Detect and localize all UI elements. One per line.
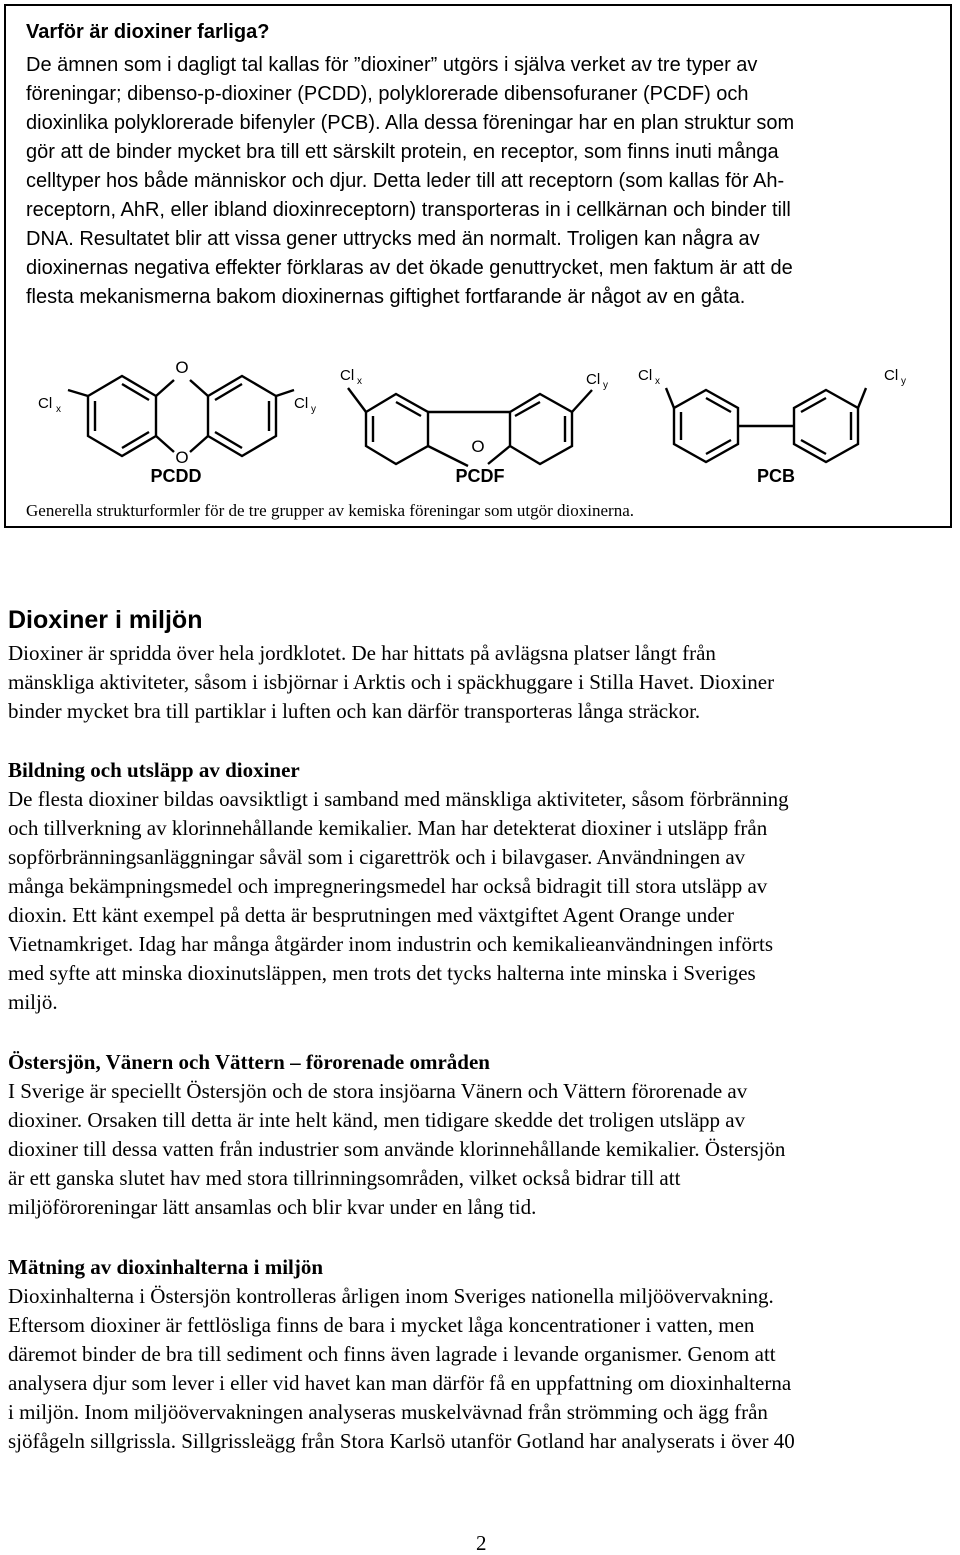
chlorine-label: Cl: [638, 367, 653, 384]
paragraph-line: och tillverkning av klorinnehållande kemikalier. Man har detekterat dioxiner i utsläpp från: [8, 816, 768, 840]
chlorine-subscript: x: [655, 376, 660, 387]
box-text-line: dioxinernas negativa effekter förklaras av det ökade genuttrycket, men faktum är att de: [26, 257, 793, 279]
paragraph-line: Eftersom dioxiner är fettlösliga finns de bara i mycket låga koncentrationer i vatten, men: [8, 1313, 755, 1337]
section-heading: Dioxiner i miljön: [8, 606, 203, 634]
paragraph-line: däremot binder de bra till sediment och finns även lagrade i levande organismer. Genom att: [8, 1342, 776, 1366]
paragraph-line: mänskliga aktiviteter, såsom i isbjörnar i Arktis och i späckhuggare i Stilla Havet. Dioxiner: [8, 670, 775, 694]
chlorine-subscript: y: [901, 376, 906, 387]
section-heading: Östersjön, Vänern och Vättern – förorenade områden: [8, 1050, 490, 1074]
paragraph-line: dioxiner. Orsaken till detta är inte helt känd, men tidigare skedde det troligen utsläpp av: [8, 1108, 746, 1132]
paragraph-line: I Sverige är speciellt Östersjön och de stora insjöarna Vänern och Vättern förorenade av: [8, 1079, 748, 1103]
box-text-line: celltyper hos både människor och djur. Detta leder till att receptorn (som kallas för Ah-: [26, 170, 785, 192]
pcdd-label: PCDD: [150, 466, 202, 486]
chlorine-label: Cl: [340, 367, 355, 384]
paragraph-line: med syfte att minska dioxinutsläppen, men trots det tycks halterna inte minska i Sveriges: [8, 961, 756, 985]
chlorine-label: Cl: [38, 395, 53, 412]
info-box: [4, 4, 952, 528]
paragraph-line: binder mycket bra till partiklar i luften och kan därför transporteras långa sträckor.: [8, 699, 701, 723]
box-text-line: gör att de binder mycket bra till ett särskilt protein, en receptor, som finns inuti många: [26, 141, 779, 163]
chlorine-subscript: x: [357, 376, 362, 387]
figure-caption: Generella strukturformler för de tre grupper av kemiska föreningar som utgör dioxinerna.: [26, 501, 635, 520]
chlorine-subscript: y: [603, 380, 608, 391]
pcb-label: PCB: [756, 466, 796, 486]
chlorine-subscript: x: [56, 404, 61, 415]
box-title: Varför är dioxiner farliga?: [26, 21, 270, 43]
paragraph-line: sopförbränningsanläggningar såväl som i cigarettrök och i bilavgaser. Användningen av: [8, 845, 746, 869]
box-text-line: föreningar; dibenso-p-dioxiner (PCDD), polyklorerade dibensofuraner (PCDF) och: [26, 83, 749, 105]
paragraph-line: sjöfågeln sillgrissla. Sillgrissleägg från Stora Karlsö utanför Gotland har analyserats i över 40: [8, 1429, 795, 1453]
section-heading: Mätning av dioxinhalterna i miljön: [8, 1255, 324, 1279]
paragraph-line: Vietnamkriget. Idag har många åtgärder inom industrin och kemikalieanvändningen införts: [8, 932, 774, 956]
page-number: 2: [476, 1531, 487, 1555]
pcdf-structure: [348, 388, 592, 466]
pcdf-label: PCDF: [455, 466, 505, 486]
paragraph-line: är ett ganska slutet hav med stora tillrinningsområden, vilket också bidrar till att: [8, 1166, 681, 1190]
chlorine-subscript: y: [311, 404, 316, 415]
pcb-structure: [666, 388, 866, 462]
box-text-line: flesta mekanismerna bakom dioxinernas giftighet fortfarande är något av en gåta.: [26, 286, 746, 308]
paragraph-line: analysera djur som lever i eller vid havet kan man därför få en uppfattning om dioxinhalterna: [8, 1371, 792, 1395]
oxygen-label: O: [175, 448, 189, 467]
section-heading: Bildning och utsläpp av dioxiner: [8, 758, 300, 782]
box-text-line: dioxinlika polyklorerade bifenyler (PCB). Alla dessa föreningar har en plan struktur som: [26, 112, 795, 134]
paragraph-line: dioxin. Ett känt exempel på detta är besprutningen med växtgiftet Agent Orange under: [8, 903, 735, 927]
structure-formulas-figure: [26, 346, 926, 491]
paragraph-line: dioxiner till dessa vatten från industrier som använde klorinnehållande kemikalier. Östersjön: [8, 1137, 786, 1161]
chlorine-label: Cl: [884, 367, 899, 384]
paragraph-line: miljö.: [8, 990, 58, 1014]
chlorine-label: Cl: [294, 395, 309, 412]
chlorine-label: Cl: [586, 371, 601, 388]
oxygen-label: O: [471, 437, 485, 456]
paragraph-line: Dioxiner är spridda över hela jordklotet. De har hittats på avlägsna platser långt från: [8, 641, 716, 665]
paragraph-line: i miljön. Inom miljöövervakningen analyseras muskelvävnad från strömming och ägg från: [8, 1400, 768, 1424]
paragraph-line: miljöföroreningar lätt ansamlas och blir kvar under en lång tid.: [8, 1195, 537, 1219]
paragraph-line: många bekämpningsmedel och impregneringsmedel har också bidragit till stora utsläpp av: [8, 874, 768, 898]
oxygen-label: O: [175, 358, 189, 377]
paragraph-line: Dioxinhalterna i Östersjön kontrolleras årligen inom Sveriges nationella miljöövervakning.: [8, 1284, 774, 1308]
box-text-line: De ämnen som i dagligt tal kallas för ”dioxiner” utgörs i själva verket av tre typer av: [26, 54, 758, 76]
pcdd-structure: [68, 376, 294, 456]
paragraph-line: De flesta dioxiner bildas oavsiktligt i samband med mänskliga aktiviteter, såsom förbränning: [8, 787, 789, 811]
box-text-line: DNA. Resultatet blir att vissa gener uttrycks med än normalt. Troligen kan några av: [26, 228, 760, 250]
box-text-line: receptorn, AhR, eller ibland dioxinreceptorn) transporteras in i cellkärnan och binder till: [26, 199, 791, 221]
